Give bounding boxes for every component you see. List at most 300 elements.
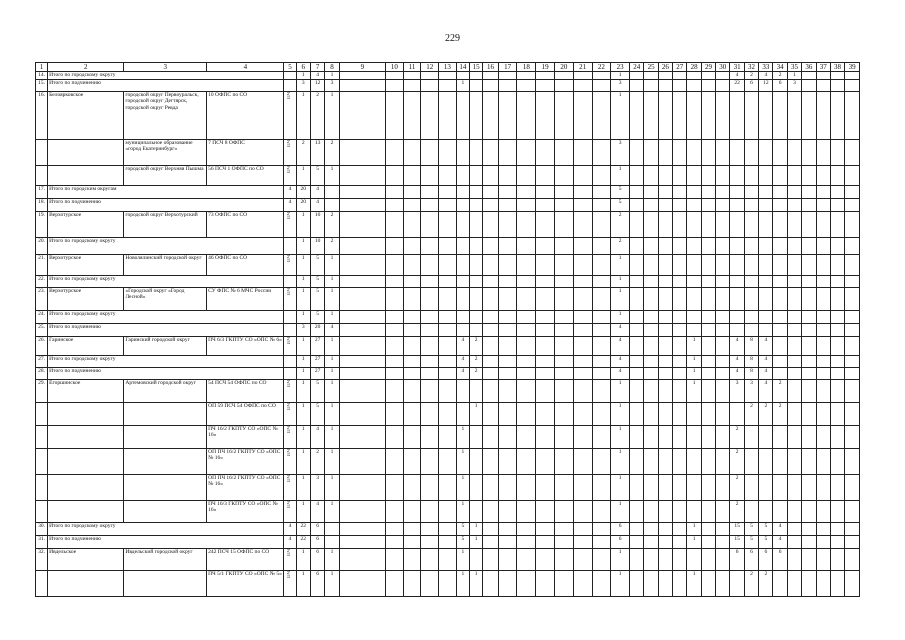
value-cell (787, 275, 801, 287)
table-row (36, 570, 860, 596)
value-cell (830, 254, 844, 275)
value-cell (701, 367, 715, 379)
value-cell: 1 (296, 402, 310, 425)
value-cell (830, 448, 844, 474)
value-cell (456, 379, 469, 402)
column-header: 21 (573, 63, 592, 72)
value-cell (802, 310, 816, 323)
value-cell (592, 570, 611, 596)
value-cell: 5 (759, 522, 773, 535)
column-header: 29 (701, 63, 715, 72)
column-header: 16 (483, 63, 498, 72)
value-cell: 5 (744, 535, 758, 548)
table-row (36, 402, 860, 425)
value-cell (536, 139, 555, 165)
value-cell: 3 (296, 79, 310, 91)
value-cell: 5 (310, 287, 324, 310)
value-cell: 8 (744, 355, 758, 367)
value-cell (386, 287, 404, 310)
value-cell: 1 (325, 448, 339, 474)
value-cell (630, 185, 644, 198)
value-cell: 4 (310, 425, 324, 448)
column-header: 1 (36, 63, 48, 72)
value-cell (673, 379, 687, 402)
value-cell: 5 (310, 402, 324, 425)
value-cell (701, 425, 715, 448)
value-cell (644, 448, 658, 474)
value-cell: 5 (611, 198, 630, 211)
value-cell (517, 139, 536, 165)
value-cell: 1 (469, 570, 482, 596)
row-number: 16. (36, 91, 48, 139)
value-cell (701, 548, 715, 570)
unit-cell: ОП 59 ПСЧ 54 ОФПС по СО (207, 402, 284, 425)
value-cell (592, 474, 611, 500)
value-cell (592, 448, 611, 474)
value-cell (517, 91, 536, 139)
table-row (36, 139, 860, 165)
value-cell (658, 323, 672, 336)
row-number: 14. (36, 72, 48, 80)
unit-type-cell (284, 165, 296, 185)
value-cell: 1 (296, 237, 310, 254)
value-cell (759, 254, 773, 275)
value-cell: 1 (325, 379, 339, 402)
value-cell (845, 139, 860, 165)
value-cell (517, 500, 536, 522)
value-cell (830, 522, 844, 535)
unit-type-cell (284, 355, 296, 367)
value-cell (573, 185, 592, 198)
value-cell (744, 287, 758, 310)
value-cell: 1 (611, 448, 630, 474)
value-cell (517, 275, 536, 287)
value-cell (845, 323, 860, 336)
value-cell (456, 275, 469, 287)
column-header: 2 (48, 63, 124, 72)
value-cell (816, 355, 830, 367)
column-header: 24 (630, 63, 644, 72)
value-cell (573, 474, 592, 500)
value-cell (687, 310, 701, 323)
value-cell (830, 474, 844, 500)
value-cell (802, 355, 816, 367)
value-cell (483, 185, 498, 198)
value-cell (421, 355, 439, 367)
unit-type-cell: 4 (284, 522, 296, 535)
value-cell (802, 548, 816, 570)
value-cell (673, 237, 687, 254)
value-cell (386, 198, 404, 211)
value-cell: 6 (611, 522, 630, 535)
value-cell (517, 198, 536, 211)
value-cell: 2 (310, 91, 324, 139)
value-cell: 1 (687, 522, 701, 535)
municipality-cell: городской округ Верхотурский (124, 211, 207, 237)
value-cell (536, 522, 555, 535)
value-cell (673, 310, 687, 323)
district-cell (48, 500, 124, 522)
value-cell (830, 570, 844, 596)
value-cell: 2 (730, 425, 744, 448)
value-cell (483, 425, 498, 448)
value-cell (773, 254, 787, 275)
value-cell: 1 (611, 72, 630, 80)
value-cell: 1 (456, 425, 469, 448)
row-number: 15. (36, 79, 48, 91)
unit-type-label: ПЧ (287, 139, 293, 147)
value-cell: 4 (759, 379, 773, 402)
value-cell (498, 535, 517, 548)
summary-label: Итого по городскому округу (48, 72, 284, 80)
row-number: 32. (36, 548, 48, 570)
unit-type-label: ПЧ (287, 500, 293, 508)
district-cell: Верхотурское (48, 254, 124, 275)
table-row (36, 367, 860, 379)
table-row (36, 548, 860, 570)
value-cell (687, 91, 701, 139)
value-cell (456, 165, 469, 185)
value-cell (830, 323, 844, 336)
value-cell: 1 (611, 91, 630, 139)
value-cell (630, 402, 644, 425)
summary-label: Итого по городскому округу (48, 522, 284, 535)
value-cell: 20 (310, 323, 324, 336)
value-cell (845, 402, 860, 425)
value-cell (554, 474, 573, 500)
value-cell: 2 (730, 448, 744, 474)
value-cell: 1 (611, 310, 630, 323)
value-cell (403, 185, 421, 198)
value-cell (339, 474, 385, 500)
value-cell (716, 198, 730, 211)
value-cell (658, 185, 672, 198)
value-cell (573, 402, 592, 425)
value-cell (687, 500, 701, 522)
value-cell: 2 (296, 139, 310, 165)
value-cell (498, 367, 517, 379)
value-cell (573, 425, 592, 448)
value-cell (386, 185, 404, 198)
value-cell: 1 (687, 355, 701, 367)
value-cell (498, 522, 517, 535)
value-cell (759, 139, 773, 165)
value-cell (517, 287, 536, 310)
value-cell (816, 237, 830, 254)
value-cell: 1 (296, 310, 310, 323)
value-cell (483, 211, 498, 237)
value-cell (787, 139, 801, 165)
value-cell (325, 198, 339, 211)
table-row (36, 198, 860, 211)
value-cell: 4 (611, 355, 630, 367)
value-cell (469, 425, 482, 448)
value-cell (673, 79, 687, 91)
value-cell: 2 (773, 402, 787, 425)
value-cell (673, 211, 687, 237)
value-cell: 3 (296, 323, 310, 336)
value-cell (845, 287, 860, 310)
value-cell (573, 548, 592, 570)
value-cell (386, 237, 404, 254)
value-cell (658, 548, 672, 570)
value-cell: 6 (730, 548, 744, 570)
value-cell: 5 (456, 535, 469, 548)
value-cell (483, 323, 498, 336)
value-cell (517, 379, 536, 402)
value-cell (673, 522, 687, 535)
unit-type-cell (284, 139, 296, 165)
unit-type-cell (284, 79, 296, 91)
value-cell (469, 474, 482, 500)
value-cell (730, 310, 744, 323)
value-cell: 6 (744, 548, 758, 570)
value-cell (536, 367, 555, 379)
value-cell: 2 (611, 237, 630, 254)
row-number (36, 425, 48, 448)
value-cell: 13 (310, 139, 324, 165)
summary-label: Итого по подчинению (48, 323, 284, 336)
value-cell (716, 254, 730, 275)
unit-type-label: ПЧ (287, 379, 293, 387)
unit-type-cell (284, 287, 296, 310)
value-cell (386, 535, 404, 548)
value-cell (630, 211, 644, 237)
value-cell (573, 570, 592, 596)
value-cell (439, 185, 457, 198)
value-cell (483, 287, 498, 310)
value-cell (673, 500, 687, 522)
value-cell: 1 (296, 367, 310, 379)
value-cell (644, 570, 658, 596)
value-cell: 3 (325, 79, 339, 91)
value-cell (802, 402, 816, 425)
value-cell: 1 (687, 570, 701, 596)
value-cell (658, 79, 672, 91)
value-cell (573, 287, 592, 310)
value-cell (469, 139, 482, 165)
value-cell (773, 185, 787, 198)
value-cell (386, 474, 404, 500)
value-cell (439, 211, 457, 237)
value-cell (802, 500, 816, 522)
unit-type-label: ПЧ (287, 548, 293, 556)
value-cell (386, 72, 404, 80)
value-cell (421, 500, 439, 522)
value-cell (630, 323, 644, 336)
value-cell (787, 211, 801, 237)
value-cell (498, 355, 517, 367)
value-cell (759, 211, 773, 237)
value-cell: 12 (759, 79, 773, 91)
value-cell (483, 72, 498, 80)
value-cell (716, 500, 730, 522)
unit-type-cell: 4 (284, 535, 296, 548)
value-cell: 2 (469, 355, 482, 367)
value-cell (498, 570, 517, 596)
value-cell (773, 425, 787, 448)
value-cell (644, 185, 658, 198)
value-cell: 1 (325, 91, 339, 139)
value-cell (701, 198, 715, 211)
value-cell (773, 355, 787, 367)
value-cell (802, 522, 816, 535)
value-cell: 4 (730, 367, 744, 379)
table-row (36, 91, 860, 139)
value-cell (630, 500, 644, 522)
value-cell (830, 165, 844, 185)
value-cell (816, 198, 830, 211)
value-cell (673, 448, 687, 474)
value-cell (687, 185, 701, 198)
value-cell (673, 570, 687, 596)
value-cell (773, 570, 787, 596)
value-cell (687, 254, 701, 275)
value-cell: 1 (687, 379, 701, 402)
value-cell (439, 237, 457, 254)
value-cell (339, 367, 385, 379)
value-cell (730, 254, 744, 275)
summary-label: Итого по городскому округу (48, 275, 284, 287)
value-cell: 1 (611, 402, 630, 425)
value-cell (773, 139, 787, 165)
value-cell (339, 355, 385, 367)
value-cell (573, 310, 592, 323)
value-cell (592, 379, 611, 402)
value-cell (845, 275, 860, 287)
value-cell (325, 522, 339, 535)
value-cell: 4 (310, 198, 324, 211)
value-cell (687, 287, 701, 310)
value-cell: 1 (296, 254, 310, 275)
value-cell (644, 165, 658, 185)
value-cell (498, 91, 517, 139)
value-cell: 15 (730, 522, 744, 535)
value-cell (730, 287, 744, 310)
value-cell (456, 310, 469, 323)
row-number (36, 474, 48, 500)
value-cell: 2 (744, 72, 758, 80)
value-cell (403, 198, 421, 211)
value-cell (403, 237, 421, 254)
value-cell (483, 500, 498, 522)
value-cell (483, 367, 498, 379)
value-cell (403, 310, 421, 323)
value-cell: 2 (469, 336, 482, 355)
value-cell (386, 402, 404, 425)
value-cell (830, 379, 844, 402)
value-cell (421, 570, 439, 596)
value-cell: 1 (296, 165, 310, 185)
value-cell (787, 474, 801, 500)
value-cell: 6 (310, 570, 324, 596)
value-cell (787, 254, 801, 275)
value-cell (403, 548, 421, 570)
value-cell (592, 535, 611, 548)
value-cell (483, 474, 498, 500)
value-cell: 4 (759, 367, 773, 379)
value-cell (386, 310, 404, 323)
value-cell (554, 165, 573, 185)
value-cell (644, 287, 658, 310)
value-cell: 1 (469, 402, 482, 425)
unit-cell: 56 ПСЧ 1 ОФПС по СО (207, 165, 284, 185)
value-cell (730, 275, 744, 287)
value-cell (830, 500, 844, 522)
value-cell: 1 (296, 355, 310, 367)
value-cell (816, 448, 830, 474)
municipality-cell: городской округ Первоуральск, городской округ Дегтярск, городской округ Ревда (124, 91, 207, 139)
municipality-cell (124, 448, 207, 474)
value-cell (658, 165, 672, 185)
value-cell (759, 237, 773, 254)
value-cell (439, 72, 457, 80)
value-cell (816, 379, 830, 402)
value-cell (592, 72, 611, 80)
value-cell: 1 (296, 91, 310, 139)
unit-cell: 73 ОФПС по СО (207, 211, 284, 237)
value-cell: 4 (456, 355, 469, 367)
value-cell (483, 355, 498, 367)
value-cell: 1 (456, 500, 469, 522)
value-cell (439, 402, 457, 425)
municipality-cell: Гаринский городской округ (124, 336, 207, 355)
value-cell (644, 367, 658, 379)
value-cell: 1 (687, 535, 701, 548)
value-cell (536, 211, 555, 237)
row-number (36, 139, 48, 165)
column-header: 6 (296, 63, 310, 72)
value-cell (592, 275, 611, 287)
value-cell (673, 185, 687, 198)
value-cell (483, 379, 498, 402)
value-cell (554, 254, 573, 275)
value-cell (658, 254, 672, 275)
value-cell (673, 367, 687, 379)
value-cell: 5 (310, 275, 324, 287)
value-cell (403, 448, 421, 474)
column-header: 7 (310, 63, 324, 72)
value-cell (517, 165, 536, 185)
value-cell: 1 (611, 287, 630, 310)
value-cell (456, 185, 469, 198)
value-cell (439, 275, 457, 287)
value-cell (816, 211, 830, 237)
value-cell (687, 474, 701, 500)
value-cell (339, 310, 385, 323)
column-header: 17 (498, 63, 517, 72)
value-cell (592, 139, 611, 165)
column-header: 30 (716, 63, 730, 72)
value-cell: 5 (759, 535, 773, 548)
value-cell (658, 448, 672, 474)
value-cell (554, 535, 573, 548)
table-row (36, 254, 860, 275)
value-cell: 1 (469, 522, 482, 535)
value-cell (802, 379, 816, 402)
row-number (36, 570, 48, 596)
value-cell (339, 139, 385, 165)
value-cell (554, 79, 573, 91)
column-header: 4 (207, 63, 284, 72)
table-row (36, 323, 860, 336)
value-cell: 1 (325, 165, 339, 185)
value-cell (498, 448, 517, 474)
value-cell (517, 323, 536, 336)
value-cell (658, 72, 672, 80)
value-cell: 2 (325, 237, 339, 254)
value-cell (517, 548, 536, 570)
